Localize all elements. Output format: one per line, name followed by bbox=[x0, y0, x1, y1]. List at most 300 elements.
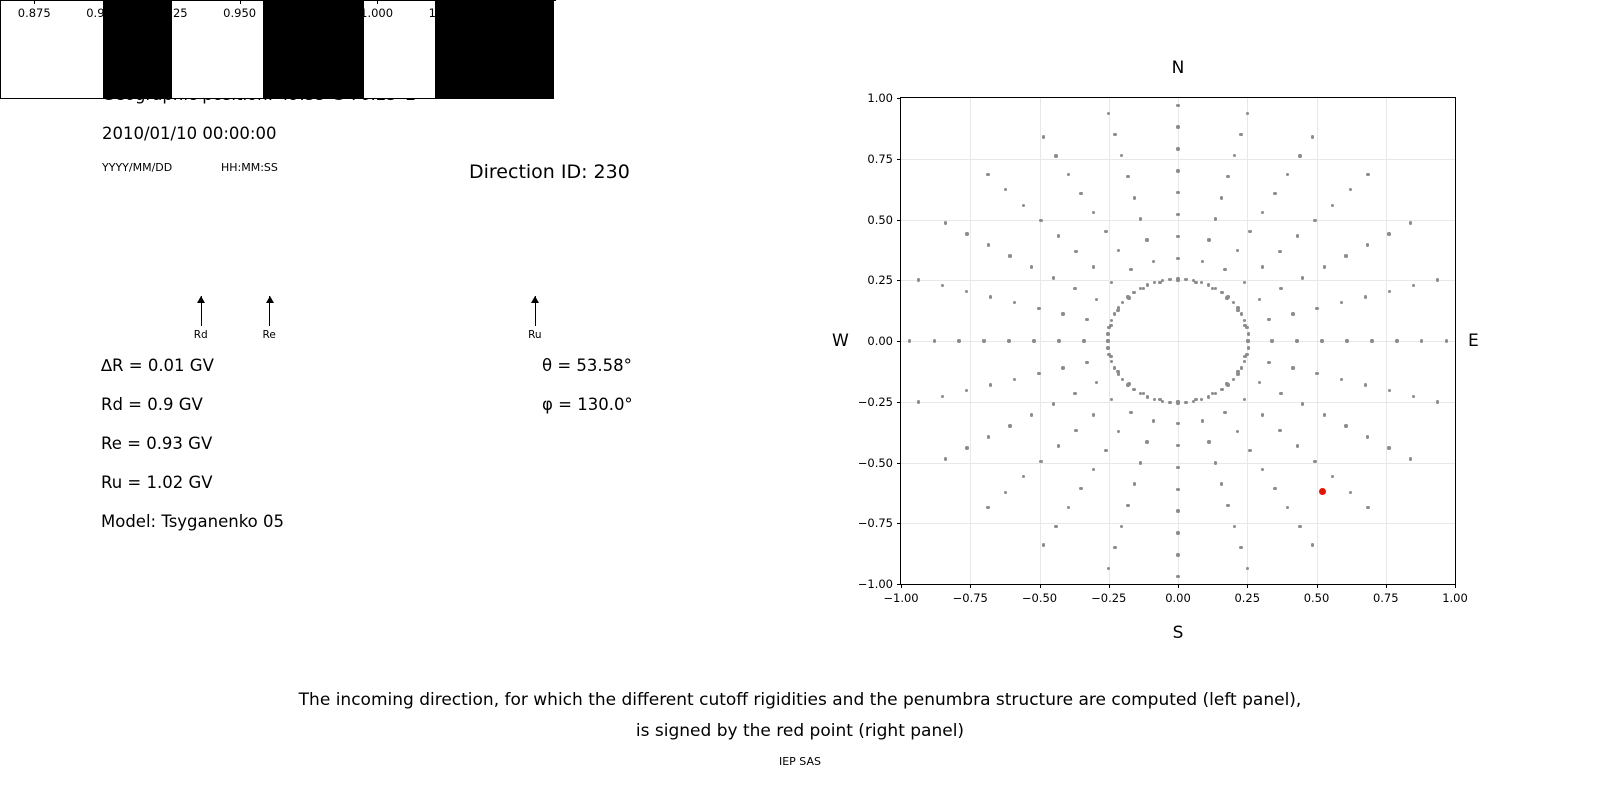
direction-dot bbox=[1110, 281, 1113, 284]
direction-dot bbox=[1030, 413, 1033, 416]
y-axis-tick bbox=[897, 220, 901, 221]
direction-dot bbox=[1331, 475, 1334, 478]
direction-dot bbox=[1279, 287, 1282, 290]
compass-west-label: W bbox=[832, 331, 849, 351]
direction-dot bbox=[1200, 398, 1203, 401]
direction-dot bbox=[1220, 388, 1223, 391]
direction-dot bbox=[1388, 290, 1391, 293]
y-axis-tick bbox=[897, 159, 901, 160]
direction-dot bbox=[1207, 395, 1210, 398]
direction-dot bbox=[1366, 506, 1369, 509]
x-axis-tick-label: −0.25 bbox=[1091, 591, 1127, 605]
direction-dot bbox=[1364, 295, 1367, 298]
direction-dot bbox=[1248, 230, 1251, 233]
direction-dot bbox=[1247, 332, 1250, 335]
direction-dot bbox=[1153, 398, 1156, 401]
penumbra-axis-tick bbox=[103, 0, 104, 4]
direction-dot bbox=[1207, 283, 1210, 286]
direction-dot bbox=[1176, 531, 1179, 534]
direction-dot bbox=[1095, 298, 1098, 301]
direction-dot bbox=[1311, 135, 1314, 138]
direction-dot bbox=[1008, 424, 1011, 427]
direction-dot bbox=[965, 290, 968, 293]
arrow-up-icon bbox=[266, 296, 274, 303]
y-axis-tick bbox=[897, 402, 901, 403]
x-axis-tick bbox=[1455, 584, 1456, 588]
direction-dot bbox=[1243, 398, 1246, 401]
direction-dot bbox=[1176, 422, 1179, 425]
direction-dot bbox=[1161, 279, 1164, 282]
direction-dot bbox=[1214, 392, 1217, 395]
x-axis-tick-label: 0.50 bbox=[1303, 591, 1330, 605]
direction-dot bbox=[1176, 191, 1179, 194]
direction-dot bbox=[1395, 339, 1398, 342]
direction-dot bbox=[1022, 204, 1025, 207]
direction-dot bbox=[1207, 440, 1210, 443]
direction-dot bbox=[1126, 504, 1129, 507]
direction-dot bbox=[1120, 525, 1123, 528]
direction-dot bbox=[1004, 491, 1007, 494]
direction-dot bbox=[1067, 173, 1070, 176]
direction-dot bbox=[1176, 125, 1179, 128]
direction-dot bbox=[989, 383, 992, 386]
direction-dot bbox=[1323, 413, 1326, 416]
direction-dot bbox=[1106, 332, 1109, 335]
direction-dot bbox=[1349, 188, 1352, 191]
y-axis-tick bbox=[897, 523, 901, 524]
direction-dot bbox=[944, 457, 947, 460]
direction-dot bbox=[1142, 287, 1145, 290]
direction-dot bbox=[1291, 366, 1294, 369]
direction-dot bbox=[1039, 219, 1042, 222]
direction-dot bbox=[1315, 307, 1318, 310]
direction-dot bbox=[1214, 461, 1217, 464]
direction-dot bbox=[1226, 175, 1229, 178]
x-axis-tick-label: 1.00 bbox=[1442, 591, 1468, 605]
direction-dot bbox=[1214, 217, 1217, 220]
x-axis-tick bbox=[970, 584, 971, 588]
direction-dot bbox=[1412, 395, 1415, 398]
direction-dot bbox=[1184, 278, 1187, 281]
direction-dot bbox=[1286, 173, 1289, 176]
direction-dot bbox=[1176, 104, 1179, 107]
direction-dot bbox=[1176, 169, 1179, 172]
x-axis-tick-label: −1.00 bbox=[883, 591, 919, 605]
y-axis-tick-label: −0.50 bbox=[857, 455, 893, 470]
model-value: Model: Tsyganenko 05 bbox=[101, 512, 285, 531]
direction-dot bbox=[1366, 435, 1369, 438]
penumbra-bands bbox=[0, 0, 554, 99]
direction-dot bbox=[1074, 250, 1077, 253]
direction-dot bbox=[1042, 543, 1045, 546]
direction-dot bbox=[1085, 361, 1088, 364]
penumbra-axis-tick bbox=[514, 0, 515, 4]
penumbra-axis bbox=[0, 6, 556, 149]
direction-dot bbox=[1176, 257, 1179, 260]
direction-dot bbox=[1278, 429, 1281, 432]
x-axis-tick bbox=[1178, 584, 1179, 588]
direction-dot bbox=[986, 506, 989, 509]
direction-dot bbox=[1344, 424, 1347, 427]
direction-dot bbox=[1139, 461, 1142, 464]
direction-dot bbox=[1092, 265, 1095, 268]
direction-dot bbox=[933, 339, 936, 342]
direction-dot bbox=[1214, 287, 1217, 290]
direction-dot bbox=[1247, 339, 1250, 342]
direction-dot bbox=[1085, 318, 1088, 321]
direction-dot bbox=[1291, 312, 1294, 315]
direction-dot bbox=[1074, 429, 1077, 432]
y-axis-tick-label: 1.00 bbox=[867, 91, 893, 105]
direction-dot bbox=[1298, 525, 1301, 528]
x-axis-tick-label: 0.75 bbox=[1372, 591, 1399, 605]
direction-dot bbox=[1258, 298, 1261, 301]
direction-dot bbox=[1176, 147, 1179, 150]
penumbra-axis-tick-label: 1.050 bbox=[497, 6, 530, 20]
y-axis-tick bbox=[897, 280, 901, 281]
x-axis-tick bbox=[1109, 584, 1110, 588]
direction-dot bbox=[1243, 360, 1246, 363]
sky-map-plot-area bbox=[900, 97, 1456, 585]
direction-dot bbox=[1445, 339, 1448, 342]
direction-dot bbox=[1004, 188, 1007, 191]
compass-east-label: E bbox=[1468, 331, 1479, 351]
selected-direction-marker bbox=[1319, 488, 1326, 495]
penumbra-axis-tick-label: 1.025 bbox=[428, 6, 462, 20]
gridline-horizontal bbox=[901, 159, 1455, 160]
phi-value: φ = 130.0° bbox=[542, 395, 633, 414]
penumbra-axis-tick-label: 0.975 bbox=[291, 6, 325, 20]
direction-dot bbox=[1267, 361, 1270, 364]
direction-dot bbox=[1153, 281, 1156, 284]
direction-dot bbox=[1142, 392, 1145, 395]
arrow-up-icon bbox=[197, 296, 205, 303]
direction-dot bbox=[1320, 339, 1323, 342]
penumbra-axis-tick bbox=[308, 0, 309, 4]
direction-dot bbox=[1126, 295, 1129, 298]
direction-dot bbox=[1146, 395, 1149, 398]
direction-dot bbox=[1366, 173, 1369, 176]
direction-dot bbox=[1104, 449, 1107, 452]
datetime-label: 2010/01/10 00:00:00 bbox=[102, 124, 277, 143]
direction-dot bbox=[941, 395, 944, 398]
direction-dot bbox=[1054, 154, 1057, 157]
direction-dot bbox=[1095, 381, 1098, 384]
direction-dot bbox=[1145, 440, 1148, 443]
direction-dot bbox=[1201, 260, 1204, 263]
ru-value: Ru = 1.02 GV bbox=[101, 473, 213, 492]
penumbra-axis-tick-label: 1.000 bbox=[360, 6, 394, 20]
direction-dot bbox=[1107, 326, 1110, 329]
direction-dot bbox=[982, 339, 985, 342]
caption-line-1: The incoming direction, for which the different cutoff rigidities and the penumbra structure are computed (left panel), bbox=[298, 690, 1302, 710]
direction-dot bbox=[1032, 339, 1035, 342]
sky-map-panel bbox=[820, 40, 1520, 660]
direction-dot bbox=[1113, 366, 1116, 369]
direction-dot bbox=[1030, 265, 1033, 268]
direction-dot bbox=[1246, 112, 1249, 115]
direction-dot bbox=[1184, 401, 1187, 404]
gridline-horizontal bbox=[901, 523, 1455, 524]
direction-dot bbox=[1145, 238, 1148, 241]
direction-dot bbox=[1239, 546, 1242, 549]
direction-dot bbox=[1132, 291, 1135, 294]
direction-dot bbox=[1223, 411, 1226, 414]
figure-caption bbox=[0, 685, 1600, 747]
direction-dot bbox=[1436, 278, 1439, 281]
direction-dot bbox=[1117, 430, 1120, 433]
direction-dot bbox=[1226, 295, 1229, 298]
direction-dot bbox=[1052, 402, 1055, 405]
direction-dot bbox=[1226, 383, 1229, 386]
y-axis-tick-label: −0.25 bbox=[857, 394, 893, 409]
direction-dot bbox=[1261, 413, 1264, 416]
direction-id-label: Direction ID: 230 bbox=[469, 161, 630, 183]
direction-dot bbox=[1243, 281, 1246, 284]
direction-dot bbox=[1037, 372, 1040, 375]
direction-dot bbox=[1104, 230, 1107, 233]
direction-dot bbox=[1133, 196, 1136, 199]
direction-dot bbox=[1270, 339, 1273, 342]
direction-dot bbox=[1364, 383, 1367, 386]
penumbra-axis-tick-label: 0.925 bbox=[154, 6, 188, 20]
direction-dot bbox=[1176, 488, 1179, 491]
direction-dot bbox=[1057, 234, 1060, 237]
x-axis-tick bbox=[1317, 584, 1318, 588]
direction-dot bbox=[1220, 291, 1223, 294]
x-axis-tick-label: −0.50 bbox=[1021, 591, 1058, 605]
direction-dot bbox=[1152, 419, 1155, 422]
penumbra-marker-label: Ru bbox=[528, 329, 542, 341]
y-axis-tick bbox=[897, 463, 901, 464]
direction-dot bbox=[1349, 491, 1352, 494]
direction-dot bbox=[1117, 372, 1120, 375]
direction-dot bbox=[1331, 204, 1334, 207]
direction-dot bbox=[1061, 312, 1064, 315]
gridline-horizontal bbox=[901, 220, 1455, 221]
direction-dot bbox=[908, 339, 911, 342]
direction-dot bbox=[1057, 444, 1060, 447]
direction-dot bbox=[965, 389, 968, 392]
arrow-up-icon bbox=[531, 296, 539, 303]
direction-dot bbox=[1409, 457, 1412, 460]
direction-dot bbox=[1079, 487, 1082, 490]
direction-dot bbox=[1301, 276, 1304, 279]
direction-dot bbox=[1110, 360, 1113, 363]
compass-north-label: N bbox=[1171, 58, 1185, 78]
direction-dot bbox=[1121, 378, 1124, 381]
direction-dot bbox=[1092, 413, 1095, 416]
direction-dot bbox=[1129, 411, 1132, 414]
direction-dot bbox=[1240, 366, 1243, 369]
direction-dot bbox=[1313, 460, 1316, 463]
direction-dot bbox=[1168, 278, 1171, 281]
direction-dot bbox=[1261, 211, 1264, 214]
direction-dot bbox=[1236, 430, 1239, 433]
direction-dot bbox=[957, 339, 960, 342]
direction-dot bbox=[1267, 318, 1270, 321]
direction-dot bbox=[1236, 372, 1239, 375]
direction-dot bbox=[1073, 392, 1076, 395]
direction-dot bbox=[1113, 133, 1116, 136]
direction-dot bbox=[1243, 319, 1246, 322]
direction-dot bbox=[1176, 444, 1179, 447]
x-axis-tick bbox=[1040, 584, 1041, 588]
direction-dot bbox=[1296, 444, 1299, 447]
caption-line-2: is signed by the red point (right panel) bbox=[635, 721, 965, 741]
direction-dot bbox=[1236, 306, 1239, 309]
direction-dot bbox=[1409, 221, 1412, 224]
direction-dot bbox=[1126, 383, 1129, 386]
direction-dot bbox=[1022, 475, 1025, 478]
direction-dot bbox=[1110, 319, 1113, 322]
direction-dot bbox=[1079, 192, 1082, 195]
direction-dot bbox=[1323, 265, 1326, 268]
direction-dot bbox=[1261, 265, 1264, 268]
direction-dot bbox=[1201, 419, 1204, 422]
direction-dot bbox=[1340, 301, 1343, 304]
direction-dot bbox=[1176, 509, 1179, 512]
direction-dot bbox=[1057, 339, 1060, 342]
y-axis-tick-label: 0.50 bbox=[867, 212, 893, 227]
direction-dot bbox=[1298, 154, 1301, 157]
direction-dot bbox=[1387, 446, 1390, 449]
direction-dot bbox=[1420, 339, 1423, 342]
direction-dot bbox=[1176, 575, 1179, 578]
direction-dot bbox=[1248, 449, 1251, 452]
axis-line bbox=[0, 0, 556, 1]
x-axis-tick bbox=[1386, 584, 1387, 588]
date-format-hint: YYYY/MM/DD bbox=[102, 161, 173, 174]
y-axis-tick-label: −1.00 bbox=[857, 577, 893, 591]
penumbra-axis-tick bbox=[377, 0, 378, 4]
x-axis-tick bbox=[1247, 584, 1248, 588]
penumbra-axis-tick-label: 0.875 bbox=[17, 6, 51, 20]
direction-dot bbox=[1278, 250, 1281, 253]
theta-value: θ = 53.58° bbox=[542, 356, 632, 375]
direction-dot bbox=[1220, 482, 1223, 485]
penumbra-axis-tick-label: 0.950 bbox=[223, 6, 257, 20]
direction-dot bbox=[1117, 249, 1120, 252]
direction-dot bbox=[1273, 487, 1276, 490]
rd-value: Rd = 0.9 GV bbox=[101, 395, 203, 414]
direction-dot bbox=[1315, 372, 1318, 375]
direction-dot bbox=[1121, 301, 1124, 304]
direction-dot bbox=[1054, 525, 1057, 528]
y-axis-tick-label: 0.75 bbox=[867, 151, 893, 166]
direction-dot bbox=[1370, 339, 1373, 342]
direction-dot bbox=[1226, 504, 1229, 507]
direction-dot bbox=[1092, 468, 1095, 471]
direction-dot bbox=[1152, 260, 1155, 263]
direction-dot bbox=[1176, 277, 1179, 280]
direction-dot bbox=[1013, 301, 1016, 304]
direction-dot bbox=[1176, 553, 1179, 556]
direction-dot bbox=[1246, 567, 1249, 570]
gridline-horizontal bbox=[901, 463, 1455, 464]
direction-dot bbox=[1007, 339, 1010, 342]
direction-dot bbox=[1146, 283, 1149, 286]
y-axis-tick-label: 0.25 bbox=[867, 273, 893, 288]
direction-dot bbox=[1008, 254, 1011, 257]
direction-dot bbox=[1258, 381, 1261, 384]
direction-dot bbox=[1436, 400, 1439, 403]
direction-dot bbox=[1129, 268, 1132, 271]
direction-dot bbox=[1240, 312, 1243, 315]
direction-dot bbox=[1161, 400, 1164, 403]
direction-dot bbox=[1286, 506, 1289, 509]
direction-dot bbox=[1233, 525, 1236, 528]
penumbra-axis-tick bbox=[34, 0, 35, 4]
direction-dot bbox=[944, 221, 947, 224]
direction-dot bbox=[1106, 339, 1109, 342]
penumbra-axis-tick bbox=[445, 0, 446, 4]
direction-dot bbox=[987, 435, 990, 438]
direction-dot bbox=[1139, 287, 1142, 290]
direction-dot bbox=[1239, 133, 1242, 136]
direction-dot bbox=[1340, 378, 1343, 381]
direction-dot bbox=[1037, 307, 1040, 310]
direction-dot bbox=[1092, 211, 1095, 214]
direction-dot bbox=[1232, 378, 1235, 381]
direction-dot bbox=[1388, 389, 1391, 392]
direction-dot bbox=[1223, 268, 1226, 271]
x-axis-tick-label: 0.25 bbox=[1234, 591, 1261, 605]
direction-dot bbox=[987, 243, 990, 246]
direction-dot bbox=[917, 278, 920, 281]
direction-dot bbox=[1082, 339, 1085, 342]
direction-dot bbox=[1245, 326, 1248, 329]
direction-dot bbox=[1207, 238, 1210, 241]
y-axis-tick bbox=[897, 341, 901, 342]
direction-dot bbox=[1106, 346, 1109, 349]
direction-dot bbox=[1200, 281, 1203, 284]
direction-dot bbox=[989, 295, 992, 298]
delta-r-value: ∆R = 0.01 GV bbox=[101, 356, 214, 375]
direction-dot bbox=[1279, 392, 1282, 395]
penumbra-chart bbox=[0, 0, 554, 99]
penumbra-axis-tick bbox=[240, 0, 241, 4]
direction-dot bbox=[1261, 468, 1264, 471]
direction-dot bbox=[1233, 154, 1236, 157]
direction-dot bbox=[1176, 466, 1179, 469]
footer-credit: IEP SAS bbox=[778, 755, 822, 768]
penumbra-axis-tick bbox=[171, 0, 172, 4]
direction-dot bbox=[917, 400, 920, 403]
direction-dot bbox=[1113, 546, 1116, 549]
direction-dot bbox=[1132, 388, 1135, 391]
direction-dot bbox=[1296, 234, 1299, 237]
direction-dot bbox=[1345, 339, 1348, 342]
time-format-hint: HH:MM:SS bbox=[221, 161, 278, 174]
direction-dot bbox=[1387, 232, 1390, 235]
penumbra-marker-label: Re bbox=[262, 329, 276, 341]
penumbra-axis-tick-label: 0.900 bbox=[86, 6, 120, 20]
direction-dot bbox=[941, 284, 944, 287]
direction-dot bbox=[1117, 306, 1120, 309]
direction-dot bbox=[1273, 192, 1276, 195]
direction-dot bbox=[1133, 482, 1136, 485]
direction-dot bbox=[1176, 235, 1179, 238]
direction-dot bbox=[986, 173, 989, 176]
direction-dot bbox=[1236, 249, 1239, 252]
direction-dot bbox=[1067, 506, 1070, 509]
direction-dot bbox=[1247, 346, 1250, 349]
y-axis-tick-label: 0.00 bbox=[867, 334, 893, 348]
re-value: Re = 0.93 GV bbox=[101, 434, 213, 453]
x-axis-tick bbox=[901, 584, 902, 588]
direction-dot bbox=[1110, 398, 1113, 401]
